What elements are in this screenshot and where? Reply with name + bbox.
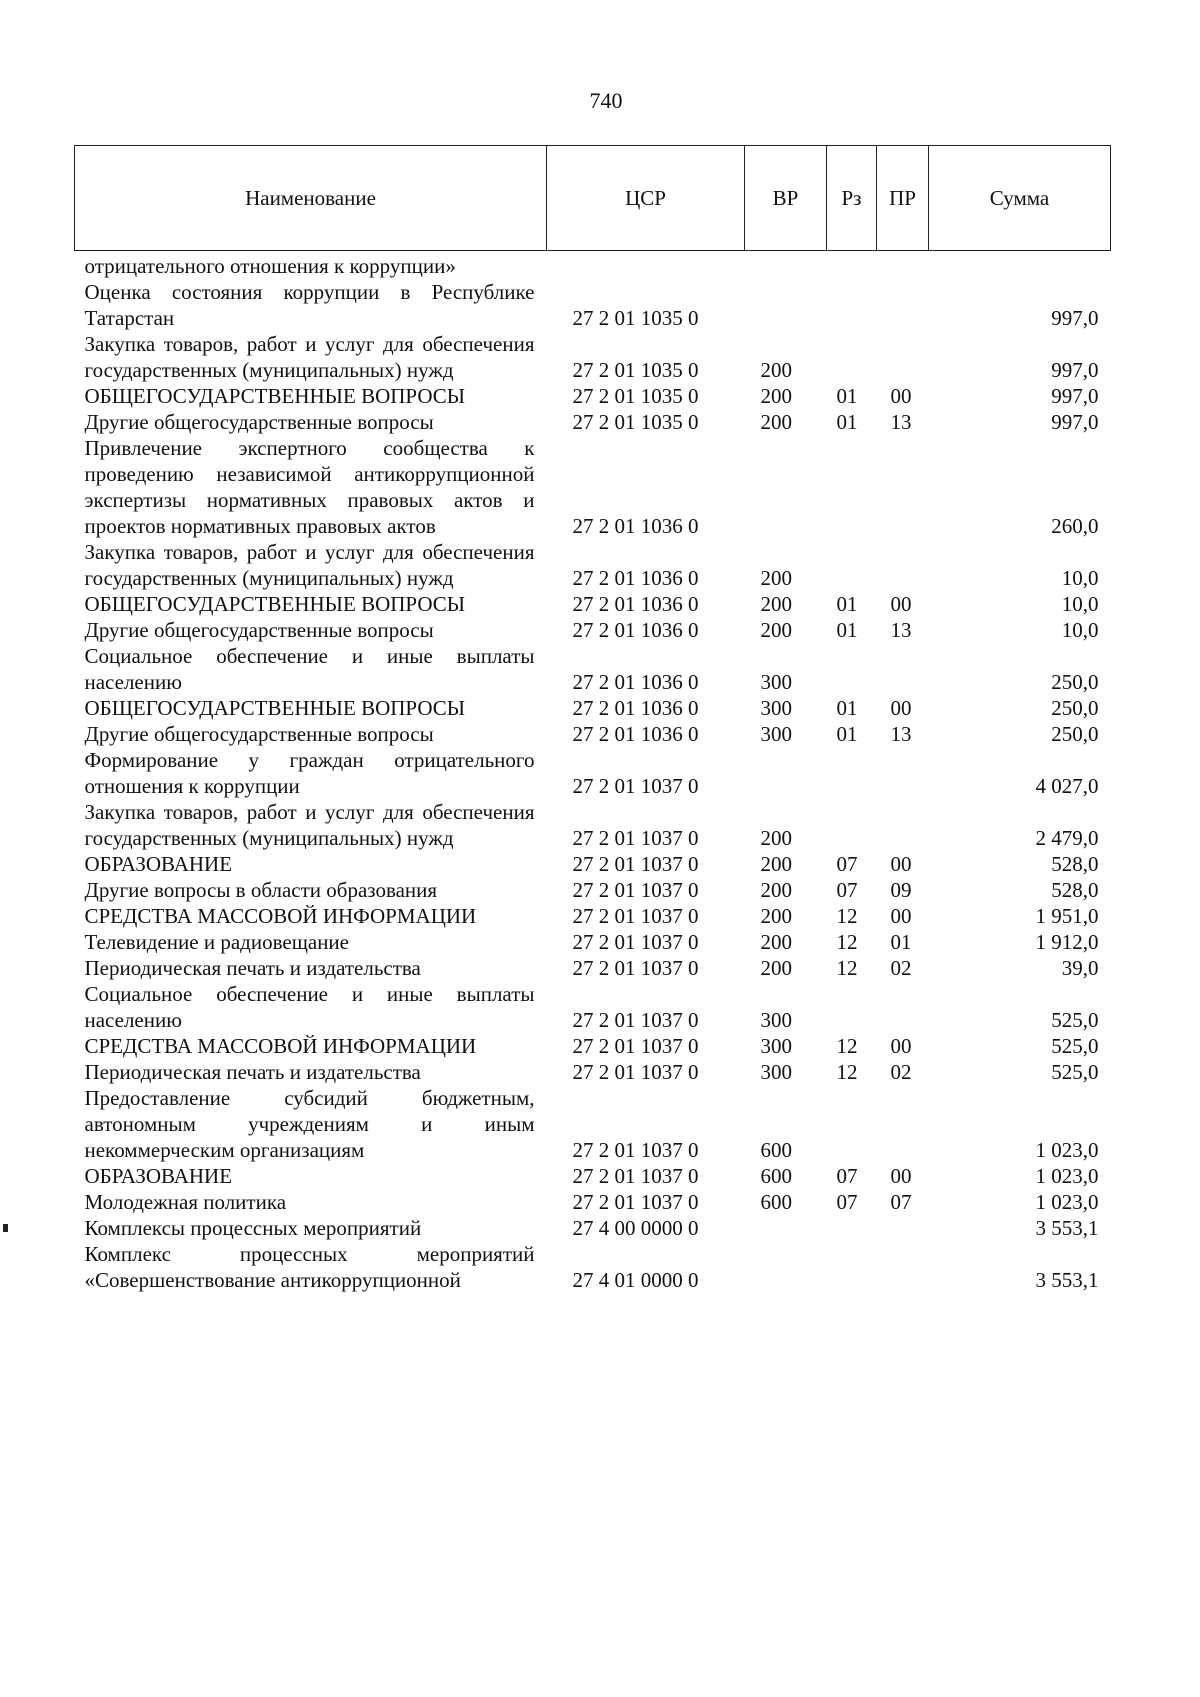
cell-pr bbox=[877, 279, 929, 331]
cell-csr: 27 2 01 1036 0 bbox=[572, 514, 699, 538]
cell-rz: 12 bbox=[836, 904, 858, 928]
cell-csr: 27 2 01 1036 0 bbox=[572, 592, 699, 616]
cell-sum: 997,0 bbox=[1051, 384, 1099, 408]
cell-sum: 3 553,1 bbox=[1035, 1216, 1099, 1240]
cell-name: Привлечение экспертного сообщества к проведению независимой антикоррупционной экспертизы нормативных правовых актов и проектов нормативных правовых актов bbox=[84, 436, 535, 538]
cell-sum: 1 023,0 bbox=[1035, 1138, 1099, 1162]
table-row bbox=[75, 331, 1111, 383]
cell-vr: 600 bbox=[760, 1190, 792, 1214]
header-rz: Рз bbox=[827, 146, 877, 251]
cell-csr: 27 2 01 1036 0 bbox=[572, 618, 699, 642]
cell-sum: 525,0 bbox=[1051, 1008, 1099, 1032]
table-row bbox=[75, 955, 1111, 981]
page-number: 740 bbox=[589, 88, 623, 113]
cell-vr: 200 bbox=[760, 592, 792, 616]
cell-vr: 300 bbox=[760, 722, 792, 746]
cell-pr bbox=[877, 331, 929, 383]
table-row bbox=[75, 1241, 1111, 1293]
table-row bbox=[75, 1059, 1111, 1085]
cell-rz bbox=[827, 331, 877, 383]
cell-pr: 00 bbox=[890, 904, 912, 928]
cell-rz: 01 bbox=[836, 410, 858, 434]
cell-rz: 07 bbox=[836, 1164, 858, 1188]
table-row bbox=[75, 539, 1111, 591]
cell-pr: 13 bbox=[890, 722, 912, 746]
cell-pr bbox=[877, 747, 929, 799]
cell-csr: 27 2 01 1036 0 bbox=[572, 722, 699, 746]
table-row bbox=[75, 251, 1111, 280]
cell-name: Закупка товаров, работ и услуг для обеспечения государственных (муниципальных) нужд bbox=[84, 540, 535, 590]
cell-name: ОБЩЕГОСУДАРСТВЕННЫЕ ВОПРОСЫ bbox=[84, 384, 466, 408]
cell-pr: 13 bbox=[890, 618, 912, 642]
cell-csr bbox=[547, 251, 745, 280]
table-row bbox=[75, 877, 1111, 903]
cell-vr: 200 bbox=[760, 878, 792, 902]
cell-rz: 01 bbox=[836, 722, 858, 746]
cell-name: Социальное обеспечение и иные выплаты населению bbox=[84, 644, 535, 694]
table-row bbox=[75, 591, 1111, 617]
cell-pr: 09 bbox=[890, 878, 912, 902]
cell-rz bbox=[827, 279, 877, 331]
cell-csr: 27 2 01 1037 0 bbox=[572, 826, 699, 850]
cell-vr bbox=[745, 1241, 827, 1293]
cell-csr: 27 2 01 1037 0 bbox=[572, 956, 699, 980]
cell-pr: 02 bbox=[890, 1060, 912, 1084]
cell-csr: 27 2 01 1035 0 bbox=[572, 410, 699, 434]
table-row bbox=[75, 1215, 1111, 1241]
cell-vr bbox=[745, 251, 827, 280]
cell-sum: 3 553,1 bbox=[1035, 1268, 1099, 1292]
cell-sum: 1 023,0 bbox=[1035, 1164, 1099, 1188]
cell-vr: 200 bbox=[760, 358, 792, 382]
cell-name: ОБЩЕГОСУДАРСТВЕННЫЕ ВОПРОСЫ bbox=[84, 592, 466, 616]
table-row bbox=[75, 721, 1111, 747]
cell-csr: 27 2 01 1037 0 bbox=[572, 1138, 699, 1162]
budget-table bbox=[74, 145, 1111, 1293]
cell-rz: 12 bbox=[836, 1060, 858, 1084]
cell-sum: 10,0 bbox=[1061, 592, 1099, 616]
cell-csr: 27 2 01 1037 0 bbox=[572, 930, 699, 954]
cell-csr: 27 2 01 1037 0 bbox=[572, 774, 699, 798]
table-row bbox=[75, 1033, 1111, 1059]
header-sum: Сумма bbox=[929, 146, 1111, 251]
cell-pr: 02 bbox=[890, 956, 912, 980]
cell-sum: 997,0 bbox=[1051, 306, 1099, 330]
cell-name: Другие общегосударственные вопросы bbox=[84, 722, 434, 746]
cell-csr: 27 2 01 1037 0 bbox=[572, 1164, 699, 1188]
cell-pr bbox=[877, 1241, 929, 1293]
cell-pr bbox=[877, 799, 929, 851]
cell-csr: 27 2 01 1037 0 bbox=[572, 904, 699, 928]
cell-rz bbox=[827, 1215, 877, 1241]
cell-vr: 300 bbox=[760, 1008, 792, 1032]
cell-rz bbox=[827, 1085, 877, 1163]
cell-name: ОБРАЗОВАНИЕ bbox=[84, 1164, 233, 1188]
cell-pr: 00 bbox=[890, 852, 912, 876]
cell-sum: 525,0 bbox=[1051, 1034, 1099, 1058]
cell-vr: 300 bbox=[760, 1034, 792, 1058]
table-row bbox=[75, 981, 1111, 1033]
cell-rz: 07 bbox=[836, 878, 858, 902]
cell-name: ОБЩЕГОСУДАРСТВЕННЫЕ ВОПРОСЫ bbox=[84, 696, 466, 720]
cell-pr: 01 bbox=[890, 930, 912, 954]
cell-sum: 260,0 bbox=[1051, 514, 1099, 538]
cell-vr: 600 bbox=[760, 1164, 792, 1188]
cell-csr: 27 2 01 1035 0 bbox=[572, 358, 699, 382]
table-row bbox=[75, 617, 1111, 643]
cell-vr: 200 bbox=[760, 618, 792, 642]
cell-vr: 200 bbox=[760, 566, 792, 590]
table-row bbox=[75, 409, 1111, 435]
cell-name: Комплексы процессных мероприятий bbox=[84, 1216, 422, 1240]
cell-rz bbox=[827, 799, 877, 851]
cell-vr: 300 bbox=[760, 696, 792, 720]
cell-sum: 997,0 bbox=[1051, 410, 1099, 434]
cell-vr: 200 bbox=[760, 930, 792, 954]
cell-name: Телевидение и радиовещание bbox=[84, 930, 349, 954]
cell-vr: 300 bbox=[760, 670, 792, 694]
cell-rz: 12 bbox=[836, 930, 858, 954]
cell-pr bbox=[877, 539, 929, 591]
header-vr: ВР bbox=[745, 146, 827, 251]
cell-vr: 200 bbox=[760, 410, 792, 434]
cell-vr bbox=[745, 435, 827, 539]
cell-vr: 200 bbox=[760, 956, 792, 980]
cell-name: Периодическая печать и издательства bbox=[84, 956, 421, 980]
table-body bbox=[75, 251, 1111, 1294]
cell-name: Другие вопросы в области образования bbox=[84, 878, 438, 902]
cell-pr bbox=[877, 1215, 929, 1241]
table-row bbox=[75, 1189, 1111, 1215]
table-row bbox=[75, 695, 1111, 721]
cell-name: отрицательного отношения к коррупции» bbox=[84, 254, 456, 278]
cell-csr: 27 2 01 1037 0 bbox=[572, 1060, 699, 1084]
scan-mark bbox=[3, 1224, 8, 1232]
cell-sum: 1 912,0 bbox=[1035, 930, 1099, 954]
cell-name: Закупка товаров, работ и услуг для обеспечения государственных (муниципальных) нужд bbox=[84, 800, 535, 850]
cell-pr: 00 bbox=[890, 384, 912, 408]
cell-vr: 200 bbox=[760, 384, 792, 408]
table-row bbox=[75, 279, 1111, 331]
cell-name: Периодическая печать и издательства bbox=[84, 1060, 421, 1084]
cell-rz bbox=[827, 1241, 877, 1293]
cell-name: Закупка товаров, работ и услуг для обеспечения государственных (муниципальных) нужд bbox=[84, 332, 535, 382]
cell-name: СРЕДСТВА МАССОВОЙ ИНФОРМАЦИИ bbox=[84, 1034, 477, 1058]
cell-rz bbox=[827, 643, 877, 695]
cell-sum: 1 023,0 bbox=[1035, 1190, 1099, 1214]
cell-name: Оценка состояния коррупции в Республике Татарстан bbox=[84, 280, 535, 330]
cell-rz bbox=[827, 539, 877, 591]
table-row bbox=[75, 747, 1111, 799]
cell-name: Комплекс процессных мероприятий «Совершенствование антикоррупционной bbox=[84, 1242, 535, 1292]
table-row bbox=[75, 435, 1111, 539]
cell-csr: 27 2 01 1037 0 bbox=[572, 1190, 699, 1214]
header-pr: ПР bbox=[877, 146, 929, 251]
cell-sum: 250,0 bbox=[1051, 722, 1099, 746]
header-name: Наименование bbox=[75, 146, 547, 251]
cell-csr: 27 4 01 0000 0 bbox=[572, 1268, 699, 1292]
cell-sum: 4 027,0 bbox=[1035, 774, 1099, 798]
cell-pr bbox=[877, 981, 929, 1033]
cell-pr bbox=[877, 643, 929, 695]
cell-name: ОБРАЗОВАНИЕ bbox=[84, 852, 233, 876]
cell-sum: 1 951,0 bbox=[1035, 904, 1099, 928]
cell-sum: 525,0 bbox=[1051, 1060, 1099, 1084]
cell-csr: 27 2 01 1036 0 bbox=[572, 696, 699, 720]
cell-sum: 528,0 bbox=[1051, 878, 1099, 902]
cell-name: Другие общегосударственные вопросы bbox=[84, 410, 434, 434]
cell-name: Предоставление субсидий бюджетным, автономным учреждениям и иным некоммерческим организациям bbox=[84, 1086, 535, 1162]
cell-rz: 07 bbox=[836, 1190, 858, 1214]
cell-sum bbox=[929, 251, 1111, 280]
cell-rz: 07 bbox=[836, 852, 858, 876]
cell-vr bbox=[745, 747, 827, 799]
cell-sum: 2 479,0 bbox=[1035, 826, 1099, 850]
cell-vr: 200 bbox=[760, 852, 792, 876]
table-row bbox=[75, 1163, 1111, 1189]
cell-pr: 00 bbox=[890, 1034, 912, 1058]
cell-rz: 01 bbox=[836, 696, 858, 720]
cell-sum: 250,0 bbox=[1051, 696, 1099, 720]
cell-vr: 200 bbox=[760, 904, 792, 928]
table-row bbox=[75, 903, 1111, 929]
cell-rz bbox=[827, 747, 877, 799]
cell-name: Формирование у граждан отрицательного отношения к коррупции bbox=[84, 748, 535, 798]
cell-csr: 27 2 01 1035 0 bbox=[572, 306, 699, 330]
cell-pr bbox=[877, 435, 929, 539]
table-row bbox=[75, 383, 1111, 409]
cell-csr: 27 4 00 0000 0 bbox=[572, 1216, 699, 1240]
cell-csr: 27 2 01 1036 0 bbox=[572, 670, 699, 694]
cell-pr bbox=[877, 1085, 929, 1163]
cell-csr: 27 2 01 1037 0 bbox=[572, 852, 699, 876]
cell-sum: 997,0 bbox=[1051, 358, 1099, 382]
cell-csr: 27 2 01 1037 0 bbox=[572, 1034, 699, 1058]
table-row bbox=[75, 799, 1111, 851]
cell-vr bbox=[745, 1215, 827, 1241]
cell-csr: 27 2 01 1037 0 bbox=[572, 878, 699, 902]
cell-rz bbox=[827, 251, 877, 280]
cell-sum: 10,0 bbox=[1061, 566, 1099, 590]
cell-sum: 39,0 bbox=[1061, 956, 1099, 980]
cell-pr bbox=[877, 251, 929, 280]
table-row bbox=[75, 851, 1111, 877]
cell-sum: 10,0 bbox=[1061, 618, 1099, 642]
cell-rz bbox=[827, 435, 877, 539]
cell-rz: 01 bbox=[836, 618, 858, 642]
cell-rz bbox=[827, 981, 877, 1033]
cell-csr: 27 2 01 1037 0 bbox=[572, 1008, 699, 1032]
table-header bbox=[75, 146, 1111, 251]
cell-vr: 300 bbox=[760, 1060, 792, 1084]
table-row bbox=[75, 929, 1111, 955]
table-row bbox=[75, 643, 1111, 695]
cell-rz: 01 bbox=[836, 592, 858, 616]
cell-pr: 00 bbox=[890, 1164, 912, 1188]
cell-rz: 01 bbox=[836, 384, 858, 408]
cell-rz: 12 bbox=[836, 956, 858, 980]
cell-name: Социальное обеспечение и иные выплаты населению bbox=[84, 982, 535, 1032]
cell-vr bbox=[745, 279, 827, 331]
cell-pr: 13 bbox=[890, 410, 912, 434]
cell-sum: 250,0 bbox=[1051, 670, 1099, 694]
cell-rz: 12 bbox=[836, 1034, 858, 1058]
cell-pr: 00 bbox=[890, 592, 912, 616]
cell-name: СРЕДСТВА МАССОВОЙ ИНФОРМАЦИИ bbox=[84, 904, 477, 928]
cell-csr: 27 2 01 1035 0 bbox=[572, 384, 699, 408]
cell-pr: 07 bbox=[890, 1190, 912, 1214]
table-row bbox=[75, 1085, 1111, 1163]
cell-name: Молодежная политика bbox=[84, 1190, 287, 1214]
header-csr: ЦСР bbox=[547, 146, 745, 251]
cell-name: Другие общегосударственные вопросы bbox=[84, 618, 434, 642]
cell-vr: 200 bbox=[760, 826, 792, 850]
cell-pr: 00 bbox=[890, 696, 912, 720]
cell-csr: 27 2 01 1036 0 bbox=[572, 566, 699, 590]
cell-sum: 528,0 bbox=[1051, 852, 1099, 876]
cell-vr: 600 bbox=[760, 1138, 792, 1162]
